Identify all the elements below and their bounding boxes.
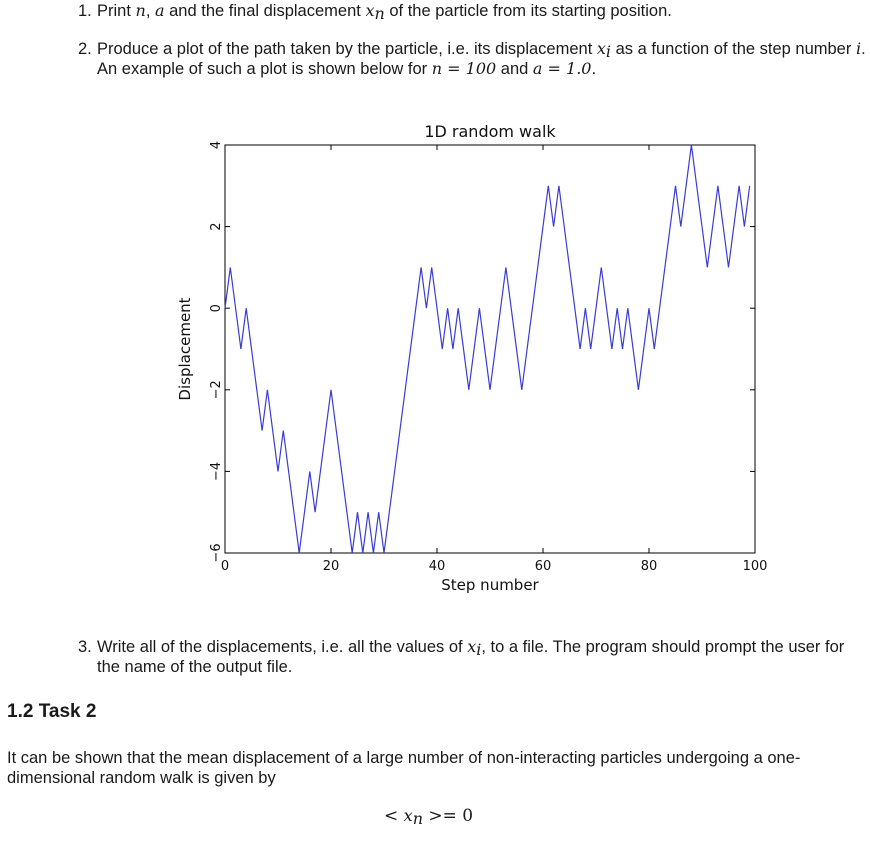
text-segment: as a function of the step number (611, 40, 856, 58)
formula-right: >= 0 (423, 806, 474, 826)
random-walk-chart (170, 115, 770, 605)
list-text (78, 39, 868, 79)
list-text (78, 1, 868, 21)
text-segment: , (145, 2, 155, 20)
text-segment: , to a file. The program should prompt the user for the name of the output file. (97, 638, 845, 676)
math-x: x (596, 39, 606, 58)
text-segment: . (591, 60, 597, 78)
list-number: 2. (78, 40, 92, 58)
list-number: 3. (78, 638, 92, 656)
math-n: n (135, 1, 146, 20)
y-tick-label: −6 (209, 543, 224, 563)
y-tick-label: 4 (209, 140, 224, 150)
section-heading: 1.2 Task 2 (7, 701, 97, 722)
x-tick-label: 20 (322, 559, 340, 574)
math-x: x (365, 1, 375, 20)
math-sub-n: n (374, 4, 385, 23)
y-tick-label: −2 (209, 380, 224, 400)
chart-title: 1D random walk (424, 122, 556, 141)
y-axis-label: Displacement (176, 297, 194, 401)
y-tick-label: −4 (209, 461, 224, 481)
formula-var: x (403, 806, 413, 825)
text-segment: and (496, 60, 533, 78)
section-paragraph: It can be shown that the mean displacement of a large number of non-interacting particles undergoing a one-dimensional random walk is given by (7, 749, 801, 787)
x-tick-label: 60 (534, 559, 552, 574)
math-sub-i: i (476, 640, 482, 659)
plot-frame (225, 145, 755, 553)
x-tick-label: 40 (428, 559, 446, 574)
x-tick-label: 0 (220, 559, 230, 574)
formula-left: < (384, 806, 404, 826)
math-a-eq: a = 1.0 (532, 59, 592, 78)
list-item-2 (78, 39, 868, 79)
formula-sub: n (412, 809, 423, 828)
x-tick-label: 100 (742, 559, 768, 574)
text-segment: of the particle from its starting position. (384, 2, 672, 20)
math-x: x (467, 637, 477, 656)
mean-displacement-formula (384, 806, 473, 826)
text-segment: and the final displacement (164, 2, 366, 20)
list-item-3 (78, 637, 868, 677)
series-line-displacement (225, 145, 750, 553)
math-sub-i: i (605, 42, 612, 61)
x-axis-label: Step number (441, 576, 539, 594)
y-tick-label: 0 (209, 304, 224, 313)
text-segment: Produce a plot of the path taken by the particle, i.e. its displacement (97, 40, 597, 58)
list-text (78, 637, 868, 677)
math-a: a (155, 1, 165, 20)
x-tick-label: 80 (640, 559, 658, 574)
list-item-1 (78, 1, 868, 21)
text-segment: . An example of such a plot is shown below for (97, 40, 866, 78)
text-segment: Write all of the displacements, i.e. all the values of (97, 638, 468, 656)
text-segment: Print (97, 2, 136, 20)
math-i: i (855, 39, 862, 58)
y-tick-label: 2 (209, 222, 224, 231)
list-number: 1. (78, 2, 92, 20)
math-n-eq: n = 100 (431, 59, 497, 78)
